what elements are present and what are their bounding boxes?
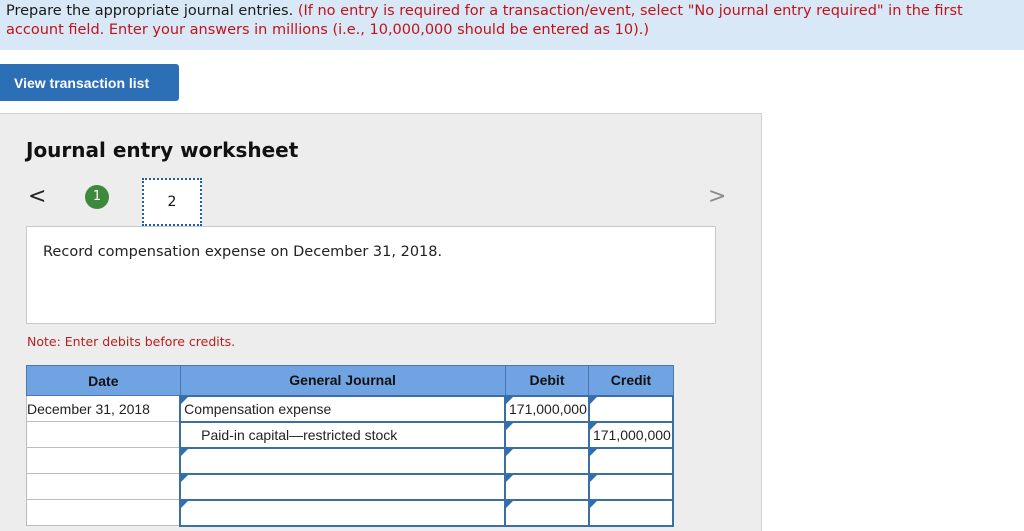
dropdown-marker-icon <box>506 449 513 456</box>
table-header-row <box>27 366 674 396</box>
dropdown-marker-icon <box>506 475 513 482</box>
credit-value: 171,000,000 <box>592 426 671 443</box>
account-field[interactable] <box>180 422 505 448</box>
dropdown-marker-icon <box>181 397 188 404</box>
step-1-button[interactable]: 1 <box>85 185 109 209</box>
general-journal-column-header: General Journal <box>180 366 505 396</box>
account-field[interactable] <box>180 448 505 474</box>
credit-column-header: Credit <box>589 366 673 396</box>
general-journal-table <box>26 365 674 527</box>
table-row <box>27 474 674 500</box>
date-cell <box>27 448 181 474</box>
transaction-description: Record compensation expense on December 31, 2018. <box>26 226 716 324</box>
account-value: Paid-in capital—restricted stock <box>201 426 398 443</box>
instructions-lead: Prepare the appropriate journal entries. <box>6 3 294 19</box>
dropdown-marker-icon <box>590 475 597 482</box>
account-field[interactable] <box>180 396 505 422</box>
credit-field[interactable] <box>589 422 673 448</box>
dropdown-marker-icon <box>181 449 188 456</box>
dropdown-marker-icon <box>590 397 597 404</box>
date-cell: December 31, 2018 <box>27 396 181 422</box>
dropdown-marker-icon <box>506 397 513 404</box>
step-2-button[interactable]: 2 <box>142 178 202 226</box>
dropdown-marker-icon <box>590 423 597 430</box>
dropdown-marker-icon <box>181 501 188 508</box>
debit-column-header: Debit <box>505 366 589 396</box>
credit-field[interactable] <box>589 474 673 500</box>
date-cell <box>27 500 181 526</box>
journal-entry-worksheet-panel <box>0 113 762 531</box>
dropdown-marker-icon <box>506 423 513 430</box>
debit-field[interactable] <box>505 422 589 448</box>
previous-arrow-icon[interactable]: < <box>28 184 47 209</box>
table-row <box>27 422 674 448</box>
debit-credit-note: Note: Enter debits before credits. <box>27 334 236 349</box>
instructions-banner <box>0 0 1024 50</box>
debit-field[interactable] <box>505 500 589 526</box>
debit-field[interactable] <box>505 474 589 500</box>
table-row <box>27 448 674 474</box>
credit-field[interactable] <box>589 448 673 474</box>
account-field[interactable] <box>180 474 505 500</box>
table-row <box>27 396 674 422</box>
view-transaction-list-button[interactable]: View transaction list <box>0 64 179 101</box>
dropdown-marker-icon <box>590 449 597 456</box>
date-cell <box>27 422 181 448</box>
account-field[interactable] <box>180 500 505 526</box>
dropdown-marker-icon <box>506 501 513 508</box>
worksheet-title: Journal entry worksheet <box>26 138 299 162</box>
dropdown-marker-icon <box>590 501 597 508</box>
debit-field[interactable] <box>505 396 589 422</box>
debit-value: 171,000,000 <box>509 400 587 417</box>
date-cell <box>27 474 181 500</box>
next-arrow-icon[interactable]: > <box>708 184 727 209</box>
dropdown-marker-icon <box>181 475 188 482</box>
date-column-header: Date <box>27 366 181 396</box>
instructions-detail: (If no entry is required for a transaction/event, select "No journal entry required" in the first account field. Enter your answers in millions (i.e., 10,000,000 should be entered as 10).) <box>6 3 963 38</box>
credit-field[interactable] <box>589 396 673 422</box>
debit-field[interactable] <box>505 448 589 474</box>
table-row <box>27 500 674 526</box>
account-value: Compensation expense <box>184 400 332 417</box>
credit-field[interactable] <box>589 500 673 526</box>
